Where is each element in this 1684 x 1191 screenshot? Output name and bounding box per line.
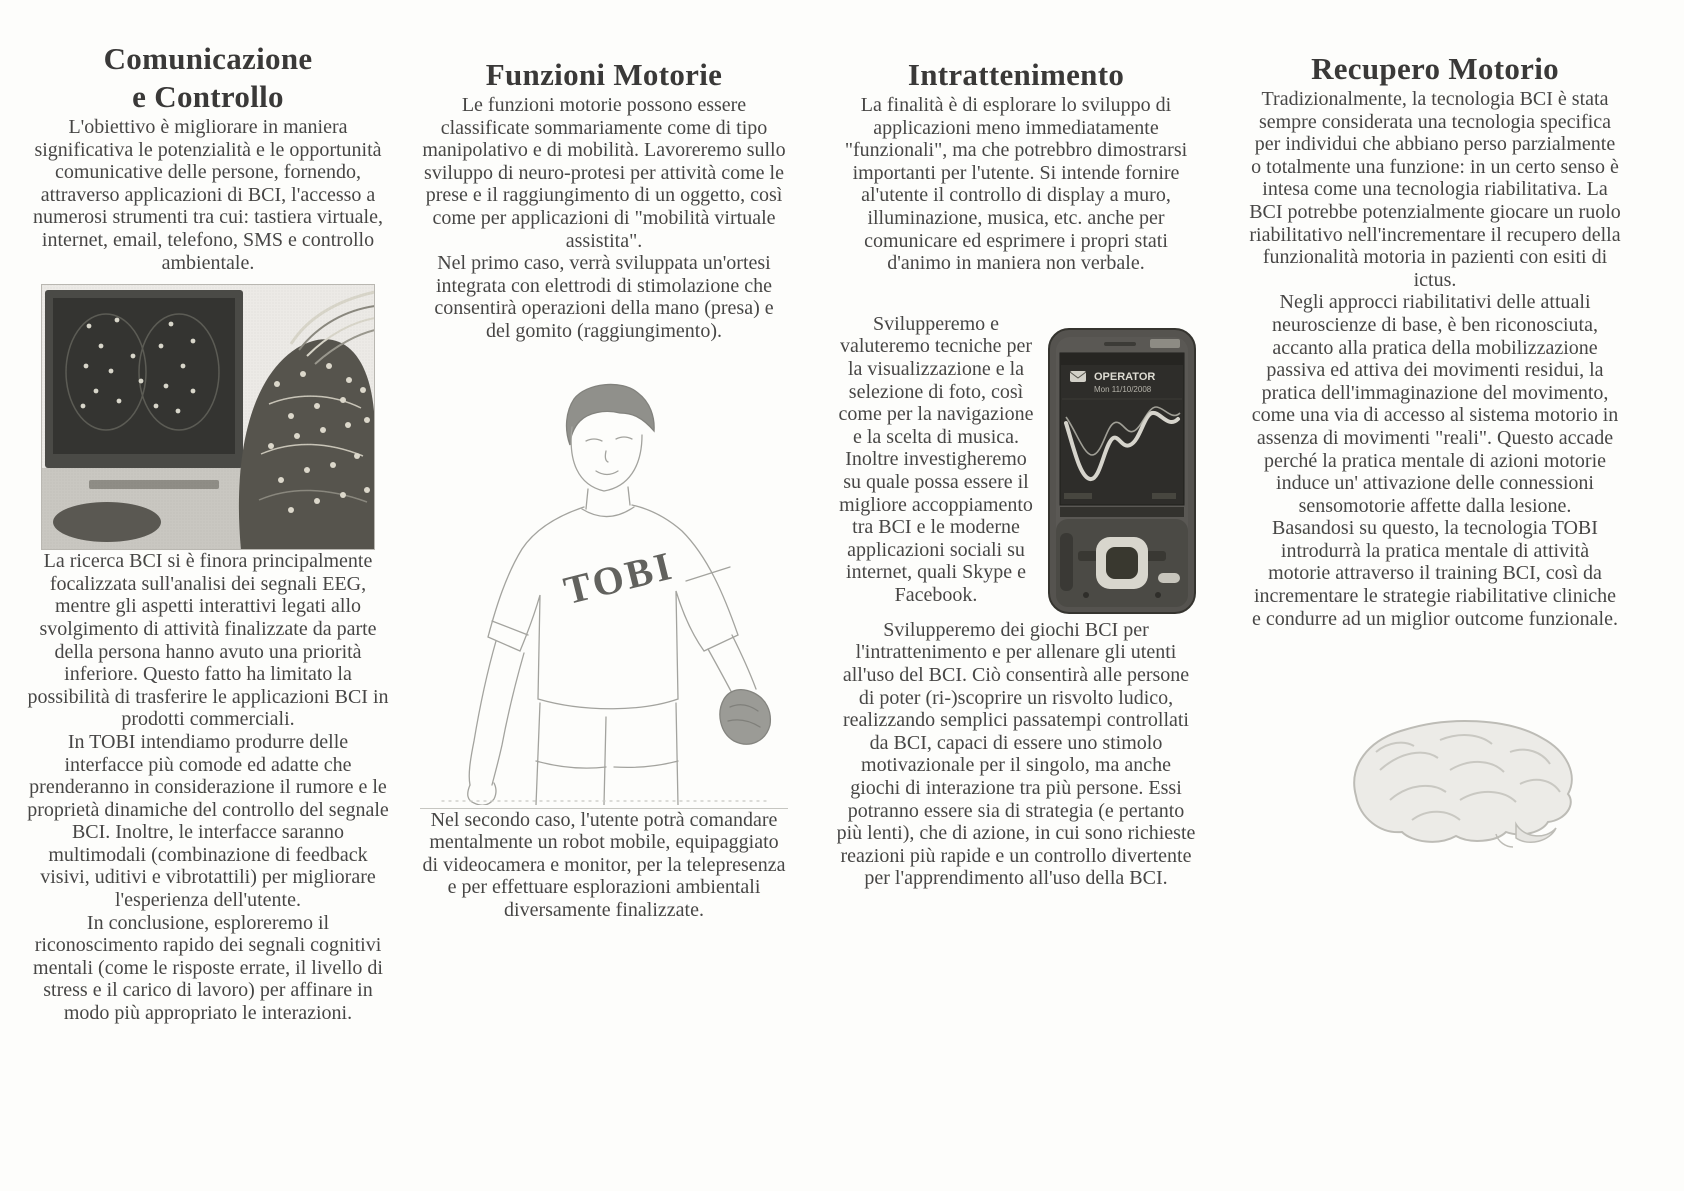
phone-svg: [1046, 327, 1198, 615]
paragraph: Le funzioni motorie possono essere classificate sommariamente come di tipo manipolativo e di mobilità. Lavoreremo sullo sviluppo di neuro-protesi per attività come le prese e il raggiungimento di un oggetto, così come per applicazioni di "mobilità virtuale assistita".: [422, 94, 786, 252]
brain-outline: [1354, 721, 1572, 842]
column-recupero-motorio: [1248, 0, 1622, 850]
phone-screen: [1060, 353, 1184, 505]
column-title: Funzioni Motorie: [485, 57, 723, 92]
eeg-cap-photo: [41, 284, 375, 550]
column-comunicazione-e-controllo: [26, 0, 390, 1025]
phone-carrier-label: OPERATOR: [1094, 370, 1156, 383]
title-line-2: e Controllo: [132, 79, 284, 114]
paragraph: Nel primo caso, verrà sviluppata un'ortesi integrata con elettrodi di stimolazione che consentirà operazioni della mano (presa) e del gomito (raggiungimento).: [434, 252, 774, 342]
paragraph: L'obiettivo è migliorare in maniera significativa le potenzialità e le opportunità comunicative delle persone, fornendo, attraverso applicazioni di BCI, l'accesso a numerosi strumenti tra cui: tastiera virtuale, internet, email, telefono, SMS e controllo ambientale.: [33, 116, 383, 274]
paragraph: Negli approcci riabilitativi delle attuali neuroscienze di base, è ben riconosciuta, accanto alla pratica della mobilizzazione passiva ed attiva dei movimenti residui, la pratica dell'immaginazione del movimento, come una via di accesso al sistema motorio in assenza di movimenti "reali". Questo accade perché la pratica mentale di azioni motorie induce un' attivazione delle connessioni sensomotorie affette dalla lesione.: [1251, 291, 1619, 517]
column-funzioni-motorie: [420, 0, 788, 922]
paragraph: Tradizionalmente, la tecnologia BCI è stata sempre considerata una tecnologia specifica per individui che abbiano perso parzialmente o totalmente una funzione: in un certo senso è intesa come una tecnologia riabilitativa. La BCI potrebbe potenzialmente giocare un ruolo riabilitativo nell'incrementare il recupero della funzionalità motoria in pazienti con esiti di ictus.: [1249, 88, 1621, 291]
boy-sketch-frame: [420, 369, 788, 809]
column-title: Intrattenimento: [907, 57, 1125, 92]
column-title: [26, 40, 390, 116]
column-intrattenimento: [834, 0, 1198, 890]
column-title: Recupero Motorio: [1311, 51, 1559, 86]
phone-illustration: [1046, 327, 1198, 615]
tobi-shirt-label: TOBI: [559, 541, 679, 613]
paragraph: Basandosi su questo, la tecnologia TOBI introdurrà la pratica mentale di attività motorie attraverso il training BCI, così da incrementare le strategie riabilitative cliniche e condurre ad un miglior outcome funzionale.: [1252, 517, 1618, 630]
phone-date-label: Mon 11/10/2008: [1094, 384, 1152, 394]
paragraph: Nel secondo caso, l'utente potrà comandare mentalmente un robot mobile, equipaggiato di videocamera e monitor, per la telepresenza e per effettuare esplorazioni ambientali diversamente finalizzate.: [422, 808, 786, 921]
brain-svg: [1320, 700, 1598, 850]
boy-sketch-illustration: [436, 369, 772, 805]
boy-sketch-svg: [436, 369, 772, 805]
title-line-1: Comunicazione: [103, 41, 313, 76]
paragraph: In conclusione, esploreremo il riconoscimento rapido dei segnali cognitivi mentali (come le risposte errate, il livello di stress e il carico di lavoro) per affinare in modo più appropriato le interazioni.: [33, 911, 383, 1025]
paragraph: Svilupperemo e valuteremo tecniche per la visualizzazione e la selezione di foto, così come per la navigazione e la scelta di musica. Inoltre investigheremo su quale possa essere il migliore accoppiamento tra BCI e le moderne applicazioni sociali su internet, quali Skype e Facebook.: [838, 312, 1034, 606]
brain-illustration: [1320, 700, 1598, 850]
paragraph: Svilupperemo dei giochi BCI per l'intrattenimento e per allenare gli utenti all'uso del BCI. Ciò consentirà alle persone di poter (ri-)scoprire un risvolto ludico, realizzando semplici passatempi controllati da BCI, capaci di essere uno stimolo motivazionale per il singolo, ma anche giochi di interazione tra più persone. Essi potranno essere sia di strategia (e pertanto più lenti), che di azione, in cui sono richieste reazioni più rapide e un controllo divertente per l'apprendimento all'uso della BCI.: [836, 618, 1196, 890]
paragraph: In TOBI intendiamo produrre delle interfacce più comode ed adatte che prenderanno in considerazione il rumore e le proprietà dinamiche del controllo del segnale BCI. Inoltre, le interfacce saranno multimodali (combinazione di feedback visivi, uditivi e vibrotattili) per migliorare l'esperienza dell'utente.: [27, 730, 389, 912]
paragraph: La ricerca BCI si è finora principalmente focalizzata sull'analisi dei segnali EEG, mentre gli aspetti interattivi legati allo svolgimento di attività finalizzate da parte della persona hanno avuto una priorità inferiore. Questo fatto ha limitato la possibilità di trasferire le applicazioni BCI in prodotti commerciali.: [27, 550, 389, 731]
envelope-icon: [1070, 371, 1086, 382]
boy-shirt: [488, 505, 738, 709]
paragraph-with-phone: [834, 313, 1198, 619]
eeg-cap-photo-svg: [41, 284, 375, 550]
baseball-glove: [720, 689, 770, 744]
paragraph: La finalità è di esplorare lo sviluppo di applicazioni meno immediatamente "funzionali", ma che potrebbro dimostrarsi importanti per l'utente. Si intende fornire al'utente il controllo di display a muro, illuminazione, musica, etc. anche per comunicare ed esprimere i propri stati d'animo in maniera non verbale.: [844, 94, 1188, 275]
boy-hair: [567, 384, 655, 445]
